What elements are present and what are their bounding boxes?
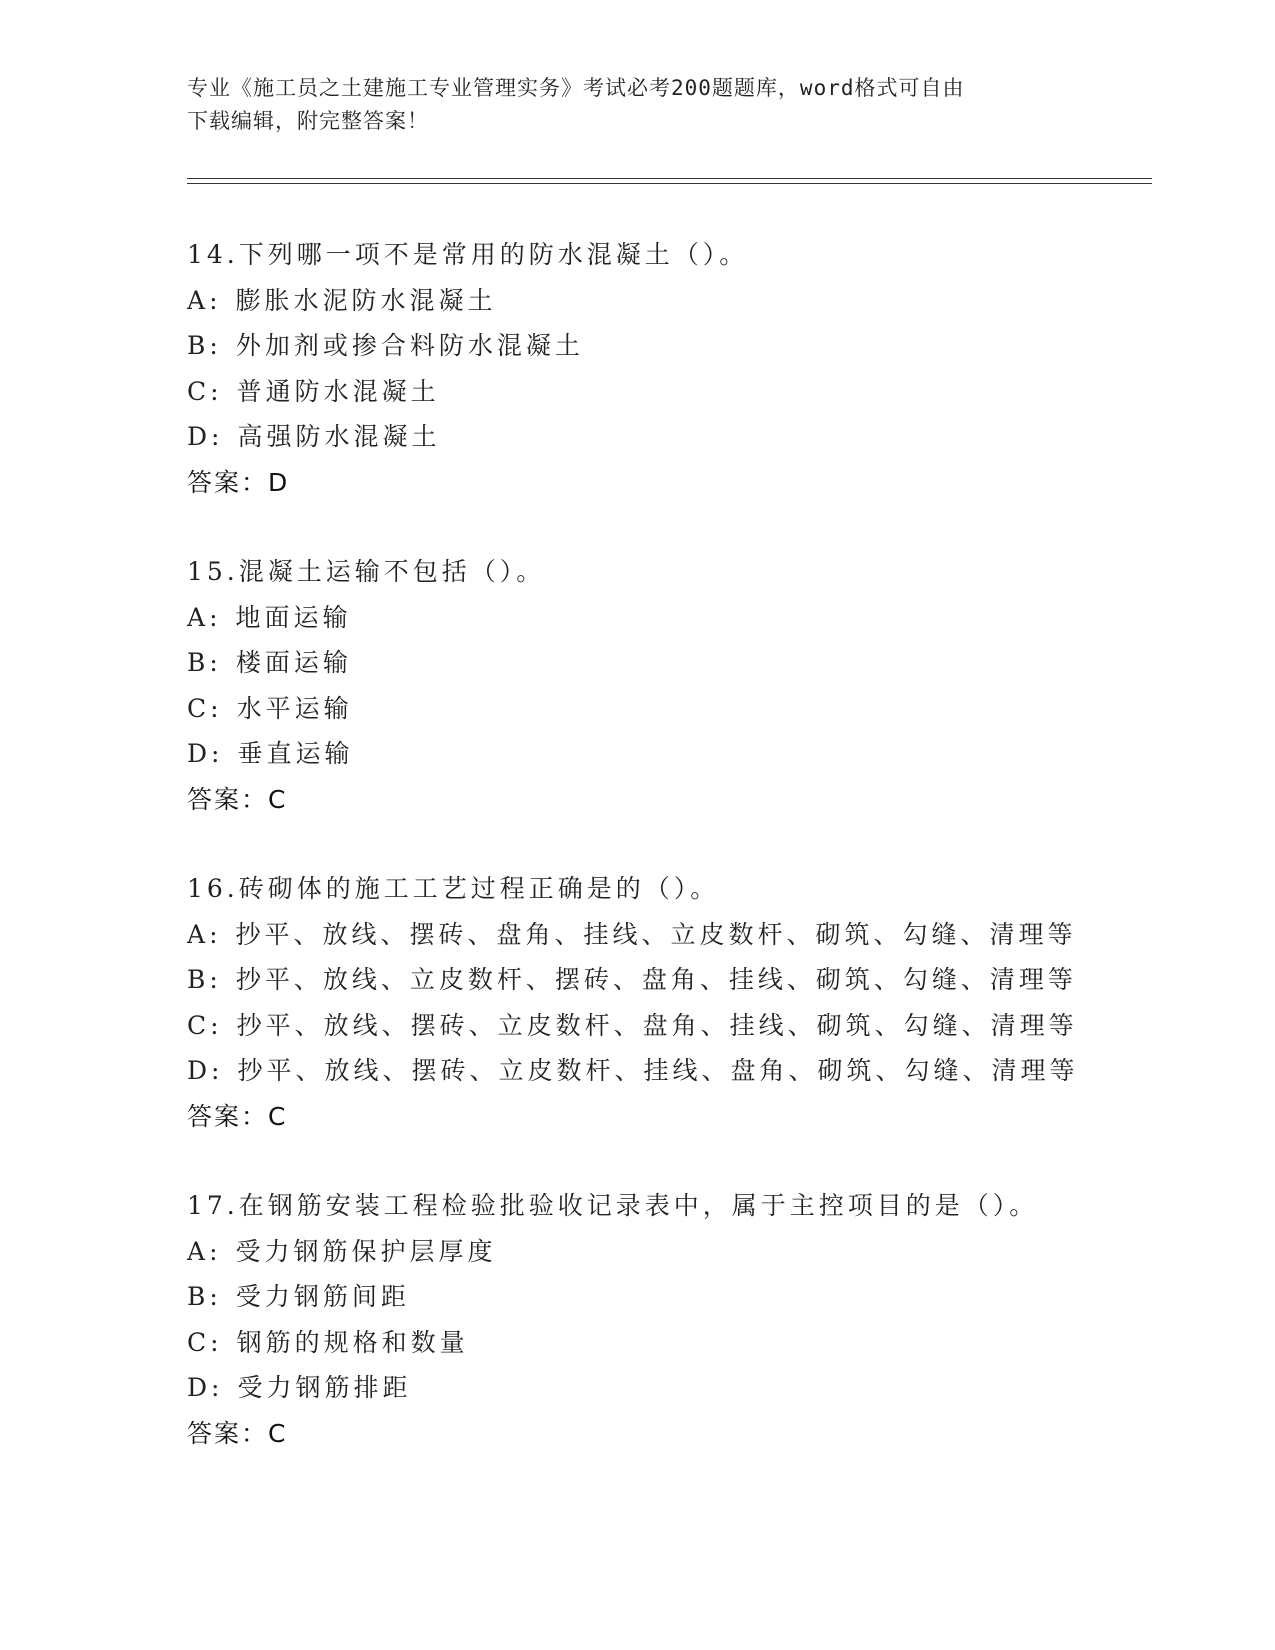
option-letter: B [187, 1282, 210, 1311]
option-a [187, 278, 1147, 324]
option-letter: B [187, 331, 210, 360]
option-letter: B [187, 648, 210, 677]
option-separator: : [210, 376, 223, 406]
option-b [187, 323, 1147, 369]
option-text: 抄平、放线、摆砖、立皮数杆、挂线、盘角、砌筑、勾缝、清理等 [237, 1056, 1079, 1085]
answer [187, 777, 1147, 823]
option-c [187, 686, 1147, 732]
option-text: 垂直运输 [237, 739, 354, 768]
question-stem: 15.混凝土运输不包括（）。 [187, 557, 546, 586]
option-letter: C [187, 1010, 211, 1040]
option-separator: : [209, 1282, 222, 1311]
option-separator: : [210, 693, 223, 723]
option-c [187, 1003, 1147, 1049]
answer-value: C [268, 1101, 288, 1131]
option-separator: : [211, 1373, 224, 1402]
option-d [187, 414, 1147, 460]
question-stem: 16.砖砌体的施工工艺过程正确是的（）。 [187, 874, 720, 903]
question-list [187, 232, 1147, 1500]
header-rule-top [187, 178, 1152, 179]
option-c [187, 1320, 1147, 1366]
option-letter: C [187, 1327, 211, 1357]
option-a [187, 595, 1147, 641]
option-separator: : [209, 648, 222, 677]
option-text: 楼面运输 [235, 648, 352, 677]
document-header [187, 72, 1067, 138]
option-letter: D [187, 1056, 212, 1085]
option-letter: C [187, 693, 211, 723]
option-b [187, 640, 1147, 686]
answer-value: C [268, 1418, 288, 1448]
option-letter: D [187, 739, 212, 768]
option-letter: A [187, 285, 210, 315]
option-text: 水平运输 [236, 693, 353, 723]
option-c [187, 369, 1147, 415]
question-16 [187, 866, 1147, 1139]
answer-label: 答案： [187, 784, 269, 814]
option-text: 膨胀水泥防水混凝土 [235, 285, 497, 315]
option-separator: : [209, 919, 222, 949]
option-d [187, 1048, 1147, 1094]
option-separator: : [211, 422, 224, 451]
option-separator: : [211, 1056, 224, 1085]
answer-value: D [268, 467, 290, 497]
answer [187, 1411, 1147, 1457]
question-15 [187, 549, 1147, 822]
option-separator: : [209, 331, 222, 360]
option-letter: C [187, 376, 211, 406]
option-text: 受力钢筋保护层厚度 [235, 1236, 497, 1266]
option-letter: A [187, 1236, 210, 1266]
option-b [187, 1274, 1147, 1320]
option-b [187, 957, 1147, 1003]
option-letter: D [187, 422, 212, 451]
answer-value: C [268, 784, 288, 814]
option-text: 受力钢筋排距 [237, 1373, 412, 1402]
answer [187, 1094, 1147, 1140]
header-line-2: 下载编辑，附完整答案！ [187, 109, 429, 133]
option-text: 抄平、放线、摆砖、立皮数杆、盘角、挂线、砌筑、勾缝、清理等 [236, 1010, 1078, 1040]
answer-label: 答案： [187, 467, 269, 497]
option-letter: A [187, 919, 210, 949]
question-14 [187, 232, 1147, 505]
option-text: 普通防水混凝土 [236, 376, 440, 406]
question-stem: 17.在钢筋安装工程检验批验收记录表中，属于主控项目的是（）。 [187, 1191, 1039, 1220]
answer [187, 460, 1147, 506]
option-separator: : [210, 1327, 223, 1357]
option-separator: : [209, 1236, 222, 1266]
question-stem: 14.下列哪一项不是常用的防水混凝土（）。 [187, 240, 749, 269]
option-text: 地面运输 [235, 602, 352, 632]
option-separator: : [209, 285, 222, 315]
option-text: 高强防水混凝土 [237, 422, 441, 451]
option-letter: A [187, 602, 210, 632]
option-separator: : [210, 1010, 223, 1040]
option-letter: D [187, 1373, 212, 1402]
option-text: 外加剂或掺合料防水混凝土 [235, 331, 584, 360]
option-text: 受力钢筋间距 [235, 1282, 410, 1311]
answer-label: 答案： [187, 1418, 269, 1448]
option-separator: : [209, 602, 222, 632]
option-text: 抄平、放线、摆砖、盘角、挂线、立皮数杆、砌筑、勾缝、清理等 [235, 919, 1077, 949]
option-a [187, 912, 1147, 958]
header-line-1: 专业《施工员之土建施工专业管理实务》考试必考200题题库，word格式可自由 [187, 76, 965, 100]
header-rule-bottom [187, 183, 1152, 184]
option-d [187, 1365, 1147, 1411]
option-a [187, 1229, 1147, 1275]
option-d [187, 731, 1147, 777]
option-separator: : [211, 739, 224, 768]
option-text: 钢筋的规格和数量 [236, 1327, 469, 1357]
question-17 [187, 1183, 1147, 1456]
option-letter: B [187, 965, 210, 994]
answer-label: 答案： [187, 1101, 269, 1131]
option-separator: : [209, 965, 222, 994]
option-text: 抄平、放线、立皮数杆、摆砖、盘角、挂线、砌筑、勾缝、清理等 [235, 965, 1077, 994]
